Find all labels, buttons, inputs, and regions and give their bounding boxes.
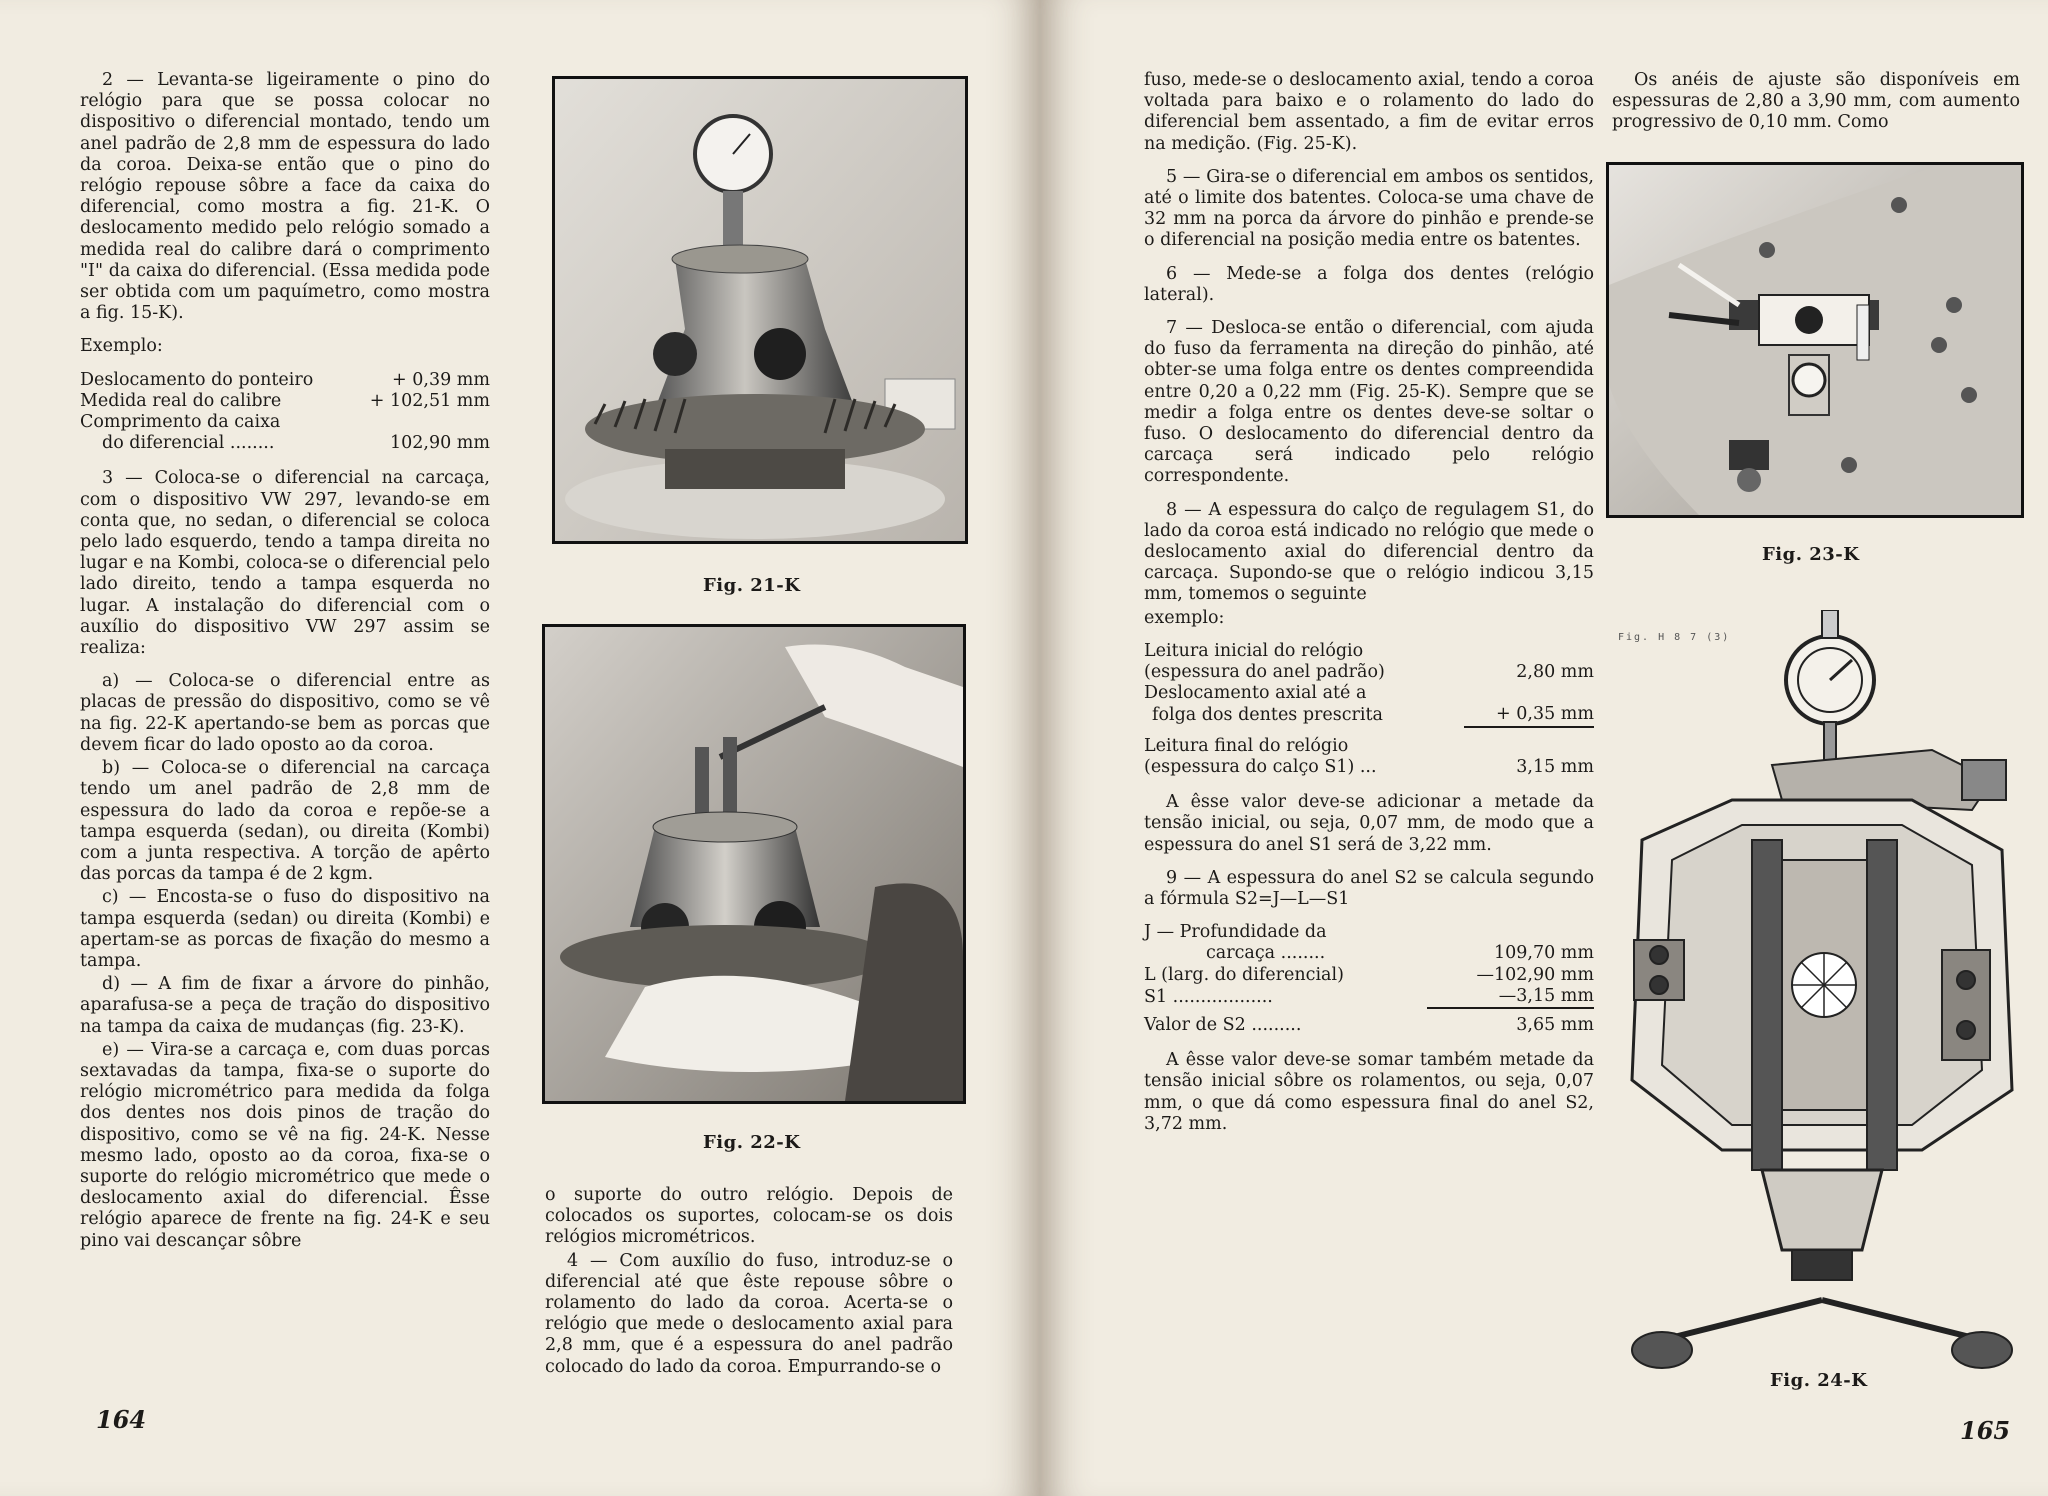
row-value: —102,90 mm [1476,964,1594,985]
row-value: + 102,51 mm [369,390,490,411]
paragraph-5: 5 — Gira-se o diferencial em ambos os sentidos, até o limite dos batentes. Coloca-se uma chave de 32 mm na porca da árvore do pinhão e prende-se o diferencial na posição media entre os batentes. [1144,166,1594,251]
row-label: J — Profundidade da [1144,922,1327,943]
differential-section-drawing [1612,610,2024,1370]
table-row [1144,704,1594,726]
left-column-1 [80,70,490,1254]
row-value: —3,15 mm [1498,985,1594,1006]
differential-dial-gauge-illustration [555,79,965,541]
row-value: 109,70 mm [1494,943,1594,964]
row-value: 2,80 mm [1516,662,1594,683]
table-row [1144,986,1594,1008]
paragraph-2: 2 — Levanta-se ligeiramente o pino do relógio para que se possa colocar no dispositivo o diferencial montado, tendo um anel padrão de 2,8 mm de espessura do lado da coroa. Deixa-se então que o pino do relógio repouse sôbre a face da caixa do diferencial, como mostra a fig. 21-K. O deslocamento medido pelo relógio somado a medida real do calibre dará o comprimento "I" da caixa do diferencial. (Essa medida pode ser obtida com um paquímetro, como mostra a fig. 15-K). [80,70,490,324]
row-label: (espessura do anel padrão) [1144,662,1385,683]
row-label: Medida real do calibre [80,390,282,411]
example-label: Exemplo: [80,336,163,357]
example-table [80,370,490,455]
table-row [1144,922,1594,943]
fig-23-caption: Fig. 23-K [1762,544,1860,565]
page-number-right: 165 [1960,1416,2011,1445]
paragraph-7: 7 — Desloca-se então o diferencial, com ajuda do fuso da ferramenta na direção do pinhão, até obter-se uma folga entre os dentes compreendida entre 0,20 a 0,22 mm (Fig. 25-K). Sempre que se medir a folga entre os dentes deve-se soltar o fuso. O deslocamento do diferencial dentro da carcaça será indicado pelo relógio correspondente. [1144,318,1594,487]
table-row [1144,965,1594,986]
row-value [1464,641,1594,662]
row-label: Deslocamento axial até a [1144,683,1367,704]
fig-21-photo [552,76,968,544]
table-row [1144,728,1594,757]
page-number-left: 164 [96,1405,147,1434]
paragraph-a: a) — Coloca-se o diferencial entre as placas de pressão do dispositivo, como se vê na fig. 22-K apertando-se bem as porcas que devem ficar do lado oposto ao da coroa. [80,671,490,755]
paragraph-6: 6 — Mede-se a folga dos dentes (relógio lateral). [1144,263,1594,305]
fig-24-drawing [1612,610,2024,1370]
row-label: folga dos dentes prescrita [1152,705,1383,726]
row-value [1464,683,1594,704]
row-label: Comprimento da caixa [80,412,281,433]
paragraph-add: A êsse valor deve-se adicionar a metade da tensão inicial, ou seja, 0,07 mm, de modo que a espessura do anel S1 será de 3,22 mm. [1144,792,1594,855]
right-page [1040,0,2048,1496]
fig-24-code: Fig. H 8 7 (3) [1618,632,1731,643]
table-row [80,391,490,412]
table-row [1144,662,1594,683]
paragraph-9: 9 — A espessura do anel S2 se calcula segundo a fórmula S2=J—L—S1 [1144,867,1594,909]
paragraph-c: c) — Encosta-se o fuso do dispositivo na tampa esquerda (sedan) ou direita (Kombi) e apertam-se as porcas de fixação do mesmo a tampa. [80,887,490,971]
fig-22-photo [542,624,966,1104]
row-value [1427,922,1594,943]
row-label: Leitura inicial do relógio [1144,640,1364,661]
paragraph-4: 4 — Com auxílio do fuso, introduz-se o diferencial até que êste repouse sôbre o rolamento do lado da coroa. Acerta-se o relógio que mede o deslocamento axial para 2,8 mm, que é a espessura do anel padrão colocado do lado da coroa. Empurrando-se o [545,1250,953,1377]
row-value [1464,728,1594,757]
row-value [351,412,490,433]
table-row [1144,683,1594,704]
fig-21-caption: Fig. 21-K [703,575,801,596]
gearbox-tool-illustration [1609,165,2021,515]
row-value: 102,90 mm [390,433,490,454]
row-value: + 0,39 mm [392,369,490,390]
table-row [1144,757,1594,778]
paragraph-d: d) — A fim de fixar a árvore do pinhão, aparafusa-se a peça de tração do dispositivo na tampa da caixa de mudanças (fig. 23-K). [80,974,490,1037]
calc-s1-table [1144,641,1594,778]
row-label: Leitura final do relógio [1144,735,1349,756]
example-label: exemplo: [1144,607,1225,628]
table-row [1144,641,1594,662]
row-label: do diferencial ........ [102,433,275,454]
paragraph-continued: fuso, mede-se o deslocamento axial, tendo a coroa voltada para baixo e o rolamento do lado do diferencial bem assentado, a fim de evitar erros na medição. (Fig. 25-K). [1144,70,1594,154]
paragraph-continued: o suporte do outro relógio. Depois de colocados os suportes, colocam-se os dois relógios micrométricos. [545,1185,953,1248]
paragraph-final: A êsse valor deve-se somar também metade da tensão inicial sôbre os rolamentos, ou seja, 0,07 mm, o que dá como espessura final do anel S2, 3,72 mm. [1144,1050,1594,1134]
row-label: S1 .................. [1144,986,1273,1007]
paragraph-3: 3 — Coloca-se o diferencial na carcaça, com o dispositivo VW 297, levando-se em conta que, no sedan, o diferencial se coloca pelo lado esquerdo, tendo a tampa direita no lugar e na Kombi, coloca-se o diferencial pelo lado direito, tendo a tampa esquerda no lugar. A instalação do diferencial com o auxílio do dispositivo VW 297 assim se realiza: [80,468,490,659]
calc-s2-table [1144,922,1594,1036]
table-row [80,433,490,454]
row-label: (espessura do calço S1) ... [1144,756,1377,777]
paragraph-top: Os anéis de ajuste são disponíveis em espessuras de 2,80 a 3,90 mm, com aumento progressivo de 0,10 mm. Como [1612,70,2020,133]
fig-22-caption: Fig. 22-K [703,1132,801,1153]
row-value: + 0,35 mm [1496,704,1594,725]
row-label: Valor de S2 ......... [1144,1014,1302,1035]
table-row [80,412,490,433]
row-value: 3,65 mm [1516,1014,1594,1035]
fig-23-photo [1606,162,2024,518]
table-row [1144,943,1594,964]
row-label: L (larg. do diferencial) [1144,964,1344,985]
paragraph-e: e) — Vira-se a carcaça e, com duas porcas sextavadas da tampa, fixa-se o suporte do relógio micrométrico para medida da folga dos dentes nos dois pinos de tração do dispositivo, como se vê na fig. 24-K. Nesse mesmo lado, oposto ao da coroa, fixa-se o suporte do relógio micrométrico que mede o deslocamento axial do diferencial. Êsse relógio aparece de frente na fig. 24-K e seu pino vai descançar sôbre [80,1039,490,1251]
table-row [80,370,490,391]
right-column-2 [1612,70,2020,146]
row-value: 3,15 mm [1516,756,1594,777]
paragraph-8: 8 — A espessura do calço de regulagem S1, do lado da coroa está indicado no relógio que mede o deslocamento axial do diferencial dentro da carcaça. Supondo-se que o relógio indicou 3,15 mm, tomemos o seguinte [1144,499,1594,605]
fig-24-caption: Fig. 24-K [1770,1370,1868,1391]
right-column-1 [1144,70,1594,1147]
row-label: carcaça ........ [1206,943,1326,964]
table-row [1144,1009,1594,1036]
hands-differential-illustration [545,627,963,1101]
left-column-2 [545,1185,953,1380]
row-label: Deslocamento do ponteiro [80,369,314,390]
paragraph-b: b) — Coloca-se o diferencial na carcaça tendo um anel padrão de 2,8 mm de espessura do lado da coroa e repõe-se a tampa esquerda (sedan), ou direita (Kombi) com a junta respectiva. A torção de apêrto das porcas da tampa é de 2 kgm. [80,758,490,885]
